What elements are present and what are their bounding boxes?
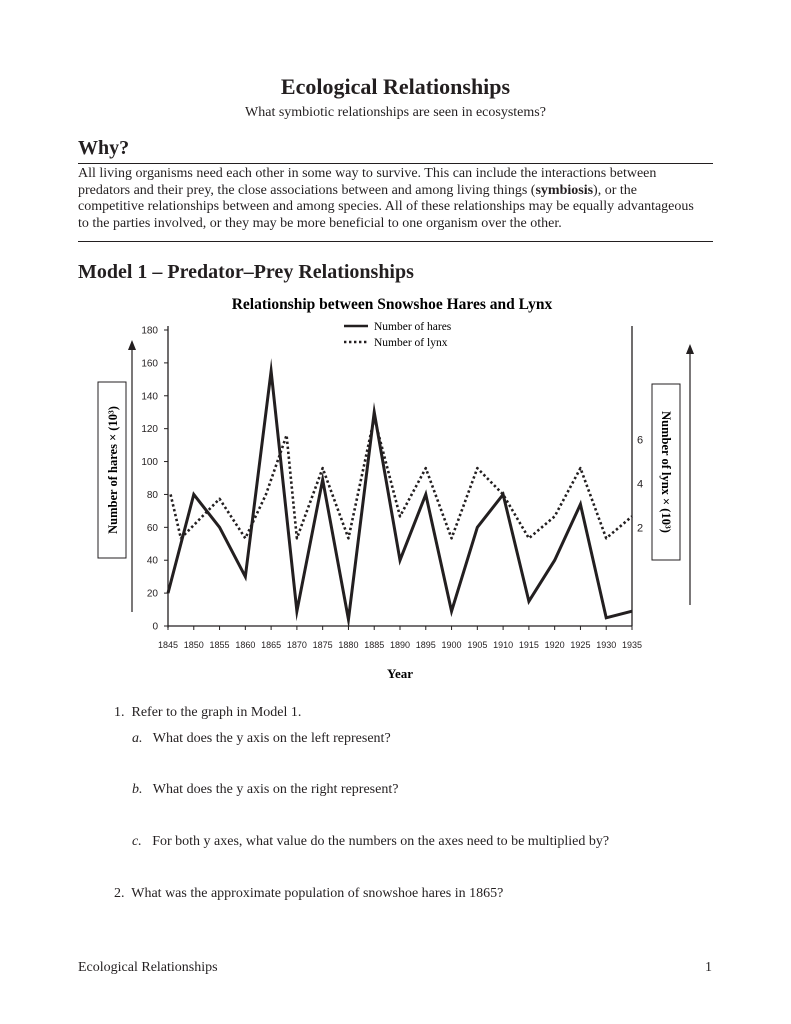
why-text-before: All living organisms need each other in some way to survive. This can include the interactions between predators and their prey, the close associations between and among living things ( <box>78 166 657 198</box>
x-tick-label: 1875 <box>312 640 333 650</box>
why-text-after: ), or the competitive relationships between and among species. All of these relationships may be equally advantageous to the parties involved, or they may be more beneficial to one organism over the other. <box>78 182 694 231</box>
why-heading: Why? <box>78 137 130 159</box>
left-y-tick-label: 100 <box>141 457 158 469</box>
x-tick-label: 1845 <box>157 640 179 650</box>
right-y-tick-label: 6 <box>637 434 644 447</box>
question-1b <box>132 782 398 798</box>
right-axis-label: Number of lynx × (10³) <box>659 411 673 533</box>
left-y-tick-label: 140 <box>141 391 158 403</box>
left-arrowhead <box>128 340 136 350</box>
x-tick-label: 1910 <box>493 640 514 650</box>
legend-lynx-label: Number of lynx <box>374 337 448 349</box>
x-tick-label: 1925 <box>570 640 591 650</box>
x-tick-label: 1890 <box>389 640 411 650</box>
question-letter: c. <box>132 834 142 849</box>
question-text: For both y axes, what value do the numbers on the axes need to be multiplied by? <box>152 834 610 849</box>
predator-prey-chart <box>0 285 791 690</box>
question-text: Refer to the graph in Model 1. <box>131 705 302 720</box>
x-axis-title: Year <box>387 666 413 681</box>
question-letter: b. <box>132 782 143 797</box>
footer-title: Ecological Relationships <box>78 960 218 975</box>
chart-legend <box>344 321 452 349</box>
question-number: 1. <box>114 705 125 720</box>
question-2 <box>114 886 503 902</box>
page-subtitle: What symbiotic relationships are seen in ecosystems? <box>245 105 546 120</box>
question-text: What does the y axis on the right represent? <box>152 782 399 797</box>
page-number: 1 <box>705 960 712 975</box>
question-text: What does the y axis on the left represent? <box>152 731 391 746</box>
left-y-tick-label: 60 <box>146 522 158 534</box>
question-1 <box>114 705 301 721</box>
x-tick-label: 1905 <box>467 640 488 650</box>
why-paragraph <box>78 166 703 232</box>
right-y-ticks <box>637 435 643 535</box>
x-tick-label: 1860 <box>235 640 256 650</box>
left-y-tick-label: 120 <box>141 424 158 436</box>
left-axis-label: Number of hares × (10³) <box>106 406 120 534</box>
right-y-tick-label: 4 <box>637 478 644 491</box>
x-tick-label: 1930 <box>596 640 617 650</box>
x-tick-label: 1915 <box>518 640 539 650</box>
x-tick-label: 1870 <box>286 640 307 650</box>
x-tick-label: 1850 <box>183 640 204 650</box>
left-y-ticks <box>141 326 168 633</box>
x-tick-label: 1865 <box>261 640 282 650</box>
x-tick-label: 1880 <box>338 640 359 650</box>
left-y-tick-label: 0 <box>152 621 158 633</box>
left-y-tick-label: 40 <box>146 555 158 567</box>
question-1c <box>132 834 609 850</box>
left-y-tick-label: 80 <box>146 489 158 501</box>
question-1a <box>132 731 391 747</box>
question-letter: a. <box>132 731 143 746</box>
x-tick-label: 1920 <box>544 640 565 650</box>
chart-title: Relationship between Snowshoe Hares and Lynx <box>231 296 553 313</box>
model-heading: Model 1 – Predator–Prey Relationships <box>78 261 414 283</box>
right-arrowhead <box>686 344 694 354</box>
left-y-tick-label: 20 <box>146 588 158 600</box>
x-ticks <box>158 626 642 650</box>
legend-hares-label: Number of hares <box>374 321 452 333</box>
right-y-tick-label: 2 <box>637 522 644 535</box>
page-title: Ecological Relationships <box>280 74 511 99</box>
x-tick-label: 1885 <box>364 640 385 650</box>
x-tick-label: 1935 <box>621 640 643 650</box>
series-lynx-line <box>171 418 632 539</box>
left-y-tick-label: 160 <box>141 358 158 370</box>
x-tick-label: 1900 <box>441 640 462 650</box>
series-hares-line <box>168 371 632 619</box>
divider <box>78 163 713 164</box>
question-number: 2. <box>114 886 125 901</box>
x-tick-label: 1895 <box>415 640 436 650</box>
divider <box>78 241 713 242</box>
x-tick-label: 1855 <box>209 640 230 650</box>
left-y-tick-label: 180 <box>141 325 158 337</box>
why-bold-term: symbiosis <box>535 182 594 198</box>
question-text: What was the approximate population of snowshoe hares in 1865? <box>131 886 504 901</box>
